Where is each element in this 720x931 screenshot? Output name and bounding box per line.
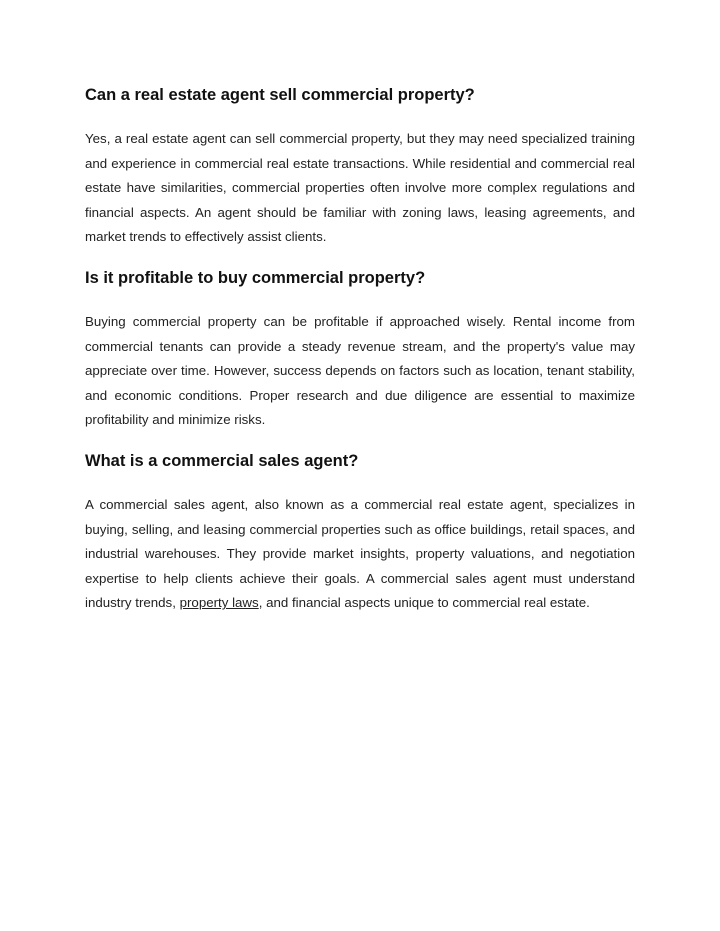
faq-section-agent-sell-commercial xyxy=(85,84,635,250)
section-heading: Is it profitable to buy commercial property? xyxy=(85,268,426,287)
section-heading: What is a commercial sales agent? xyxy=(85,451,359,470)
paragraph-text-before-link: A commercial sales agent, also known as a commercial real estate agent, specializes in buying, selling, and leasing commercial properties such as office buildings, retail spaces, and industrial warehouses. They provide market insights, property valuations, and negotiation expertise to help clients achieve their goals. A commercial sales agent must understand industry trends, xyxy=(85,496,635,611)
section-paragraph xyxy=(85,493,635,616)
document-page xyxy=(85,84,635,616)
faq-section-profitable-buy xyxy=(85,267,635,433)
faq-section-commercial-sales-agent xyxy=(85,450,635,616)
property-laws-link[interactable]: property laws xyxy=(179,595,259,611)
section-paragraph: Yes, a real estate agent can sell commercial property, but they may need specialized training and experience in commercial real estate transactions. While residential and commercial real estate have similarities, commercial properties often involve more complex regulations and financial aspects. An agent should be familiar with zoning laws, leasing agreements, and market trends to effectively assist clients. xyxy=(85,131,635,245)
section-paragraph: Buying commercial property can be profitable if approached wisely. Rental income from commercial tenants can provide a steady revenue stream, and the property's value may appreciate over time. However, success depends on factors such as location, tenant stability, and economic conditions. Proper research and due diligence are essential to maximize profitability and minimize risks. xyxy=(85,313,635,428)
paragraph-text-after-link: , and financial aspects unique to commercial real estate. xyxy=(258,595,590,611)
section-heading: Can a real estate agent sell commercial property? xyxy=(85,86,475,104)
